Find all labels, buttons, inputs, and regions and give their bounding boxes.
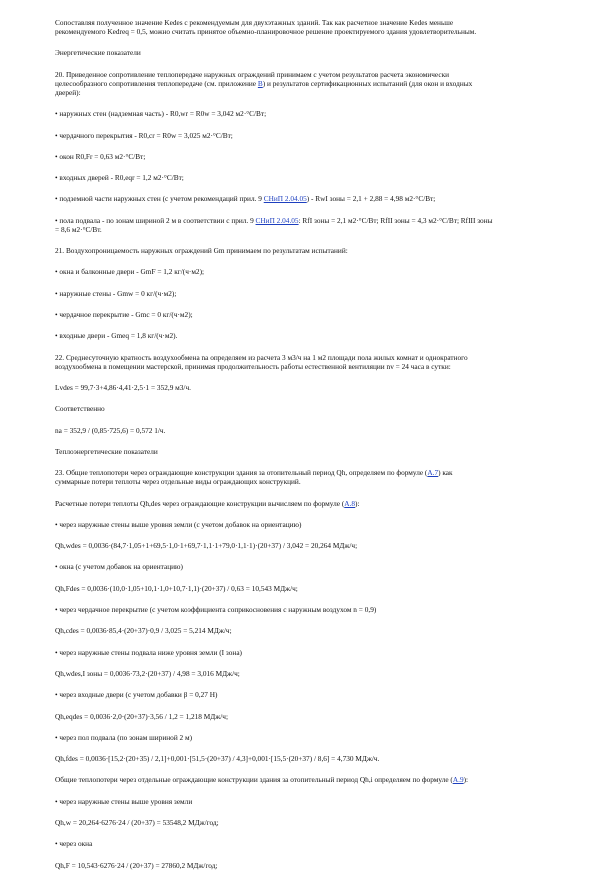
season-walls-label: • через наружные стены выше уровня земли xyxy=(55,796,193,806)
formula-na: na = 352,9 / (0,85·725,6) = 0,572 1/ч. xyxy=(55,425,166,435)
item-windows-formula: Qh,Fdes = 0,0036·(10,0·1,05+10,1·1,0+10,7·1,1)·(20+37) / 0,63 = 10,543 МДж/ч; xyxy=(55,583,298,593)
item-doors-formula: Qh,eqdes = 0,0036·2,0·(20+37)·3,56 / 1,2 = 1,218 МДж/ч; xyxy=(55,711,228,721)
bullet-gm-windows: • окна и балконные двери - GmF = 1,2 кг/(ч·м2); xyxy=(55,267,205,277)
item-floor-label: • через пол подвала (по зонам шириной 2 м) xyxy=(55,732,193,742)
appendix-link-b[interactable]: В xyxy=(257,78,263,88)
item-doors-label: • через входные двери (с учетом добавки β = 0,27 H) xyxy=(55,690,218,700)
item-floor-formula: Qh,fdes = 0,0036·[15,2·(20+35) / 2,1]+0,001·[51,5·(20+37) / 4,3]+0,001·[15,5·(20+37) / 8,6] = 4,730 МДж/ч. xyxy=(55,754,380,764)
formula-lv: Lvdes = 99,7·3+4,86·4,41·2,5·1 = 352,9 м3/ч. xyxy=(55,383,191,392)
p22-line-2: воздухообмена в помещении мастерской, принимая продолжительность работы естественной вентиляции nv = 24 часа в сутки: xyxy=(55,361,451,371)
general-losses: Общие теплопотери через отдельные ограждающие конструкции здания за отопительный период Qh,i определяем по формуле (А.9): xyxy=(55,775,469,785)
p22-line-1: 22. Среднесуточную кратность воздухообмена na определяем из расчета 3 м3/ч на 1 м2 площади пола жилых комнат и однократного xyxy=(55,352,468,362)
p23-line-2: суммарные потери теплоты через отдельные виды ограждающих конструкций. xyxy=(55,477,301,487)
bullet-gm-walls: • наружные стены - Gmw = 0 кг/(ч·м2); xyxy=(55,288,177,298)
item-basement-walls-label: • через наружные стены подвала ниже уровня земли (I зона) xyxy=(55,647,242,657)
intro-line-2: рекомендуемого Kedreq = 0,5, можно считать принятое объемно-планировочное решение проектируемого здания удовлетворительным. xyxy=(55,27,477,37)
p20-line-2: целесообразного сопротивления теплопередаче (см. приложение В) и результатов сертификационных испытаний (для окон и входных xyxy=(55,78,473,88)
bullet-walls: • наружных стен (надземная часть) - R0,wr = R0w = 3,042 м2·°С/Вт; xyxy=(55,109,267,119)
heading-heat: Теплоэнергетические показатели xyxy=(55,446,158,456)
intro-line-1: Сопоставляя полученное значение Kedes с рекомендуемым для двухэтажных зданий. Так как расчетное значение Kedes меньше xyxy=(55,18,454,27)
heading-energy: Энергетические показатели xyxy=(55,48,141,58)
item-walls-label: • через наружные стены выше уровня земли (с учетом добавок на ориентацию) xyxy=(55,519,302,529)
item-basement-walls-formula: Qh,wdes,I зоны = 0,0036·73,2·(20+37) / 4,98 = 3,016 МДж/ч; xyxy=(55,668,240,678)
bullet-attic: • чердачного перекрытия - R0,cr = R0w = 3,025 м2·°С/Вт; xyxy=(55,130,233,140)
formula-link-a7[interactable]: А.7 xyxy=(427,468,439,478)
bullet-basement-walls: • подземной части наружных стен (с учетом рекомендаций прил. 9 СНиП 2.04.05) - RwI зоны = 2,1 + 2,88 = 4,98 м2·°С/Вт; xyxy=(55,194,436,204)
bullet-windows: • окон R0,Fr = 0,63 м2·°С/Вт; xyxy=(55,151,146,161)
p20-line-1: 20. Приведенное сопротивление теплопередаче наружных ограждений принимаем с учетом результатов расчета экономически xyxy=(55,69,450,79)
item-attic-formula: Qh,cdes = 0,0036·85,4·(20+37)·0,9 / 3,025 = 5,214 МДж/ч; xyxy=(55,626,232,636)
accordingly: Соответственно xyxy=(55,404,105,414)
season-windows-formula: Qh,F = 10,543·6276·24 / (20+37) = 27860,2 МДж/год; xyxy=(55,860,218,870)
season-walls-formula: Qh,w = 20,264·6276·24 / (20+37) = 53548,2 МДж/год; xyxy=(55,818,219,828)
bullet-basement-floor-cont: = 8,6 м2·°С/Вт. xyxy=(55,224,102,234)
formula-link-a8[interactable]: А.8 xyxy=(344,498,355,508)
p21: 21. Воздухопроницаемость наружных ограждений Gm принимаем по результатам испытаний: xyxy=(55,246,348,256)
item-walls-formula: Qh,wdes = 0,0036·(84,7·1,05+1+69,5·1,0·1+69,7·1,1·1+79,0·1,1·1)·(20+37) / 3,042 = 20,264 МДж/ч; xyxy=(55,541,358,551)
item-attic-label: • через чердачное перекрытие (с учетом коэффициента соприкосновения с наружным воздухом n = 0,9) xyxy=(55,605,377,615)
season-windows-label: • через окна xyxy=(55,839,93,849)
bullet-gm-attic: • чердачное перекрытие - Gmc = 0 кг/(ч·м2); xyxy=(55,310,193,319)
bullet-doors: • входных дверей - R0,eqr = 1,2 м2·°С/Вт; xyxy=(55,173,184,183)
snip-link-1[interactable]: СНиП 2.04.05 xyxy=(263,194,307,204)
calc-intro: Расчетные потери теплоты Qh,des через ограждающие конструкции вычисляем по формуле (А.8): xyxy=(55,498,360,508)
item-windows-label: • окна (с учетом добавок на ориентацию) xyxy=(55,562,183,572)
p20-line-3: дверей): xyxy=(55,87,81,97)
bullet-basement-floor: • пола подвала - по зонам шириной 2 м в соответствии с прил. 9 СНиП 2.04.05: RfI зоны = 2,1 м2·°С/Вт; RfII зоны = 4,3 м2·°С/Вт; RfIII зоны xyxy=(55,215,493,225)
snip-link-2[interactable]: СНиП 2.04.05 xyxy=(255,215,299,225)
bullet-gm-doors: • входные двери - Gmeq = 1,8 кг/(ч·м2). xyxy=(55,331,178,341)
p23-line-1: 23. Общие теплопотери через ограждающие конструкции здания за отопительный период Qh, определяем по формуле (А.7) как xyxy=(55,468,453,478)
formula-link-a9[interactable]: А.9 xyxy=(452,775,464,785)
